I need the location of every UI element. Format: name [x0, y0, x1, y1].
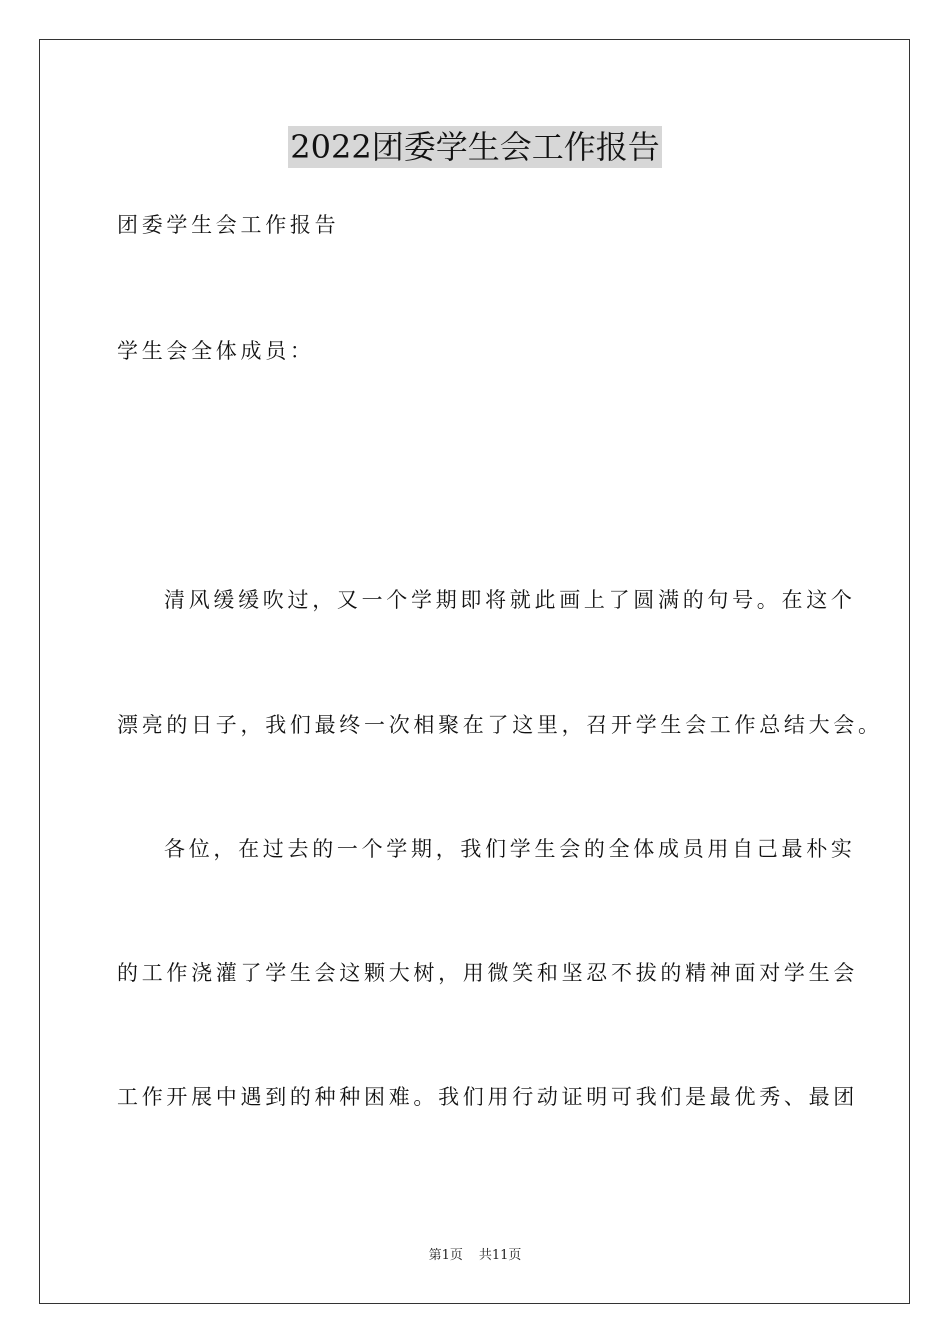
paragraph-line: 工作开展中遇到的种种困难。我们用行动证明可我们是最优秀、最团 — [117, 1085, 858, 1109]
page-total: 共11页 — [478, 1248, 522, 1263]
paragraph-line: 清风缓缓吹过，又一个学期即将就此画上了圆满的句号。在这个 — [164, 588, 856, 612]
subtitle-line: 团委学生会工作报告 — [117, 213, 340, 237]
salutation-line: 学生会全体成员： — [117, 339, 315, 363]
paragraph-line: 的工作浇灌了学生会这颗大树，用微笑和坚忍不拔的精神面对学生会 — [117, 961, 858, 985]
paragraph-line: 各位，在过去的一个学期，我们学生会的全体成员用自己最朴实 — [164, 837, 856, 861]
document-title: 2022团委学生会工作报告 — [290, 128, 660, 166]
page-footer — [0, 1247, 950, 1265]
title-container — [0, 126, 950, 168]
page-number: 第1页 — [428, 1248, 463, 1263]
paragraph-line: 漂亮的日子，我们最终一次相聚在了这里，召开学生会工作总结大会。 — [117, 713, 883, 737]
